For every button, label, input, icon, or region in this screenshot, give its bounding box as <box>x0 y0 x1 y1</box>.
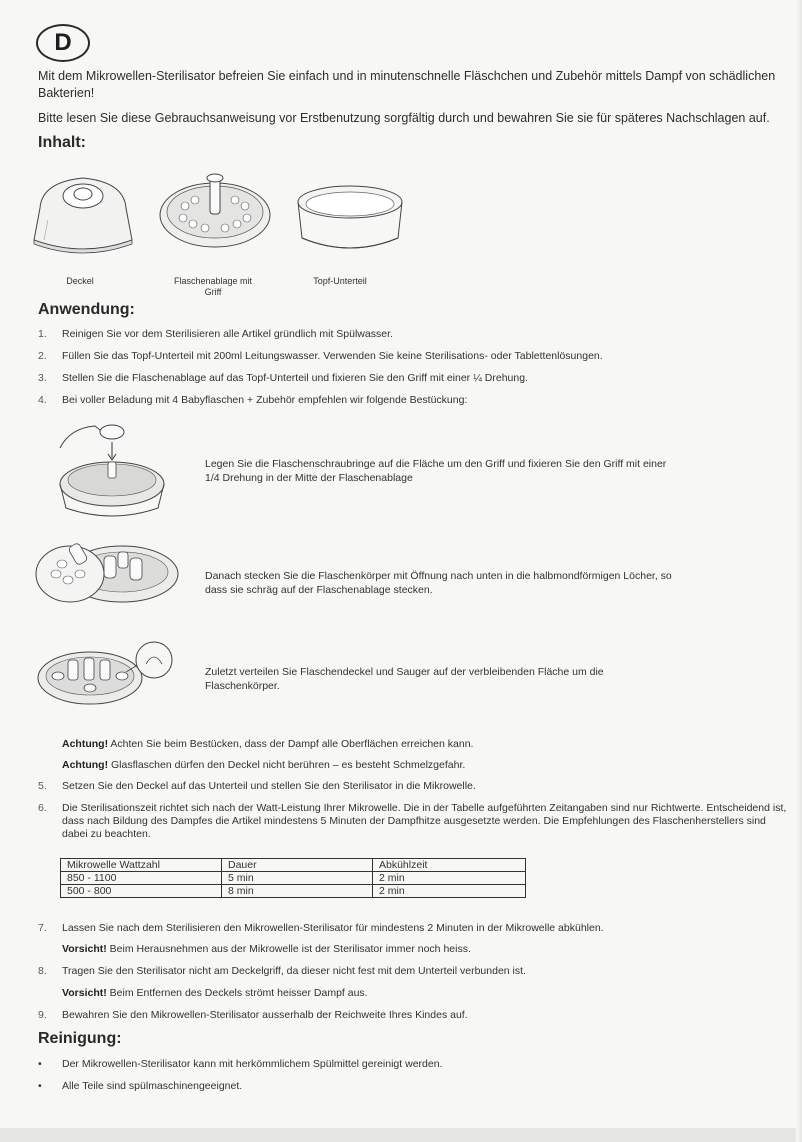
step-2-illustration <box>32 530 182 610</box>
inhalt-heading: Inhalt: <box>38 134 86 151</box>
language-badge: D <box>36 24 90 62</box>
caution-note: Vorsicht! Beim Entfernen des Deckels strömt heisser Dampf aus. <box>62 987 368 999</box>
table-cell: 5 min <box>222 872 373 885</box>
table-header-cell: Mikrowelle Wattzahl <box>61 859 222 872</box>
caption-lid: Deckel <box>66 276 94 286</box>
table-row <box>61 885 526 898</box>
step-3-text: Zuletzt verteilen Sie Flaschendeckel und Sauger auf der verbleibenden Fläche um die Flaschenkörper. <box>205 666 604 692</box>
pot-base-illustration <box>290 180 410 260</box>
step-3-illustration <box>28 636 178 711</box>
step-2-text: Danach stecken Sie die Flaschenkörper mit Öffnung nach unten in die halbmondförmigen Löcher, so dass sie schräg auf der Flaschenablage stecken. <box>205 570 672 596</box>
table-cell: 2 min <box>373 885 526 898</box>
step-1-text: Legen Sie die Flaschenschraubringe auf die Fläche um den Griff und fixieren Sie den Griff mit einer 1/4 Drehung in der Mitte der Flaschenablage <box>205 458 667 484</box>
table-cell: 500 - 800 <box>61 885 222 898</box>
reinigung-heading: Reinigung: <box>38 1030 122 1047</box>
lid-illustration <box>28 160 138 260</box>
table-cell: 850 - 1100 <box>61 872 222 885</box>
scan-right-edge <box>796 0 802 1142</box>
caution-note: Vorsicht! Beim Herausnehmen aus der Mikrowelle ist der Sterilisator immer noch heiss. <box>62 943 471 955</box>
bottle-rack-illustration <box>155 170 275 260</box>
wattage-table <box>60 858 526 898</box>
step-1-illustration <box>50 418 180 523</box>
caption-base: Topf-Unterteil <box>313 276 367 286</box>
manual-page: D Mit dem Mikrowellen-Sterilisator befreien Sie einfach und in minutenschnelle Fläschchen und Zubehör mittels Dampf von schädlichen Bakterien! Bitte lesen Sie diese Gebrauchsanweisung vor Erstbenutzung sorgfältig durch und bewahren Sie sie für späteres Nachschlagen auf. Inhalt: Deckel Flaschenablage mit Griff Topf-Unterteil Anwendung: 1. Reinigen Sie vor dem Sterilisieren alle Artikel gründlich mit Spülwasser. 2. Füllen Sie das Topf-Unterteil mit 200ml Leitungswasser. Verwenden Sie keine Sterilisations- oder Tablettenlösungen. 3. Stellen Sie die Flaschenablage auf das Topf-Unterteil und fixieren Sie den Griff mit einer ¼ Drehung. 4. Bei voller Beladung mit 4 Babyflaschen + Zubehör empfehlen wir folgende Bestückung: Legen Sie die Flaschenschraubringe auf die Fläche um den Griff und fixieren Sie den Griff mit einer 1/4 Drehung in der Mitte der Flaschenablage Danach stecken Sie die Flaschenkörper mit Öffnung nach unten in die halbmondförmigen Löcher, so dass sie schräg auf der Flaschenablage stecken. Zuletzt verteilen Sie Flaschendeckel und Sauger auf der verbleibenden Fläche um die Flaschenkörper. Achtung! Achten Sie beim Bestücken, dass der Dampf alle Oberflächen erreichen kann. Achtung! Glasflaschen dürfen den Deckel nicht berühren – es besteht Schmelzgefahr. 5. Setzen Sie den Deckel auf das Unterteil und stellen Sie den Sterilisator in die Mikrowelle. 6. Die Sterilisationszeit richtet sich nach der Watt-Leistung Ihrer Mikrowelle. Die in der Tabelle aufgeführten Zeitangaben sind nur Richtwerte. Entscheidend ist, dass nach Bildung des Dampfes die Artikel mindestens 5 Minuten der Dampfhitze ausgesetzte werden. Die Empfehlungen des Flaschenherstellers sind dabei zu beachten. Mikrowelle Wattzahl Dauer Abkühlzeit 850 - 1100 5 min 2 min 500 - 800 8 min 2 min 7. Lassen Sie nach dem Sterilisieren den Mikrowellen-Sterilisator für mindestens 2 Minuten in der Mikrowelle abkühlen. Vorsicht! Beim Herausnehmen aus der Mikrowelle ist der Sterilisator immer noch heiss. 8. Tragen Sie den Sterilisator nicht am Deckelgriff, da dieser nicht fest mit dem Unterteil verbunden ist. Vorsicht! Beim Entfernen des Deckels strömt heisser Dampf aus. 9. Bewahren Sie den Mikrowellen-Sterilisator ausserhalb der Reichweite Ihres Kindes auf. Reinigung: • Der Mikrowellen-Sterilisator kann mit herkömmlichem Spülmittel gereinigt werden. • Alle Teile sind spülmaschinengeeignet. <box>0 0 802 1142</box>
table-header-row <box>61 859 526 872</box>
caption-rack: Flaschenablage mit Griff <box>173 276 253 297</box>
scan-bottom-edge <box>0 1128 802 1142</box>
table-header-cell: Abkühlzeit <box>373 859 526 872</box>
table-cell: 8 min <box>222 885 373 898</box>
intro-paragraph-1: Mit dem Mikrowellen-Sterilisator befreien Sie einfach und in minutenschnelle Fläschchen und Zubehör mittels Dampf von schädlichen Bakterien! <box>38 69 776 100</box>
warning-note: Achtung! Glasflaschen dürfen den Deckel nicht berühren – es besteht Schmelzgefahr. <box>62 759 466 771</box>
anwendung-heading: Anwendung: <box>38 301 135 318</box>
table-row <box>61 872 526 885</box>
table-header-cell: Dauer <box>222 859 373 872</box>
table-cell: 2 min <box>373 872 526 885</box>
intro-paragraph-2: Bitte lesen Sie diese Gebrauchsanweisung vor Erstbenutzung sorgfältig durch und bewahren Sie sie für späteres Nachschlagen auf. <box>38 111 770 125</box>
warning-note: Achtung! Achten Sie beim Bestücken, dass der Dampf alle Oberflächen erreichen kann. <box>62 738 474 750</box>
